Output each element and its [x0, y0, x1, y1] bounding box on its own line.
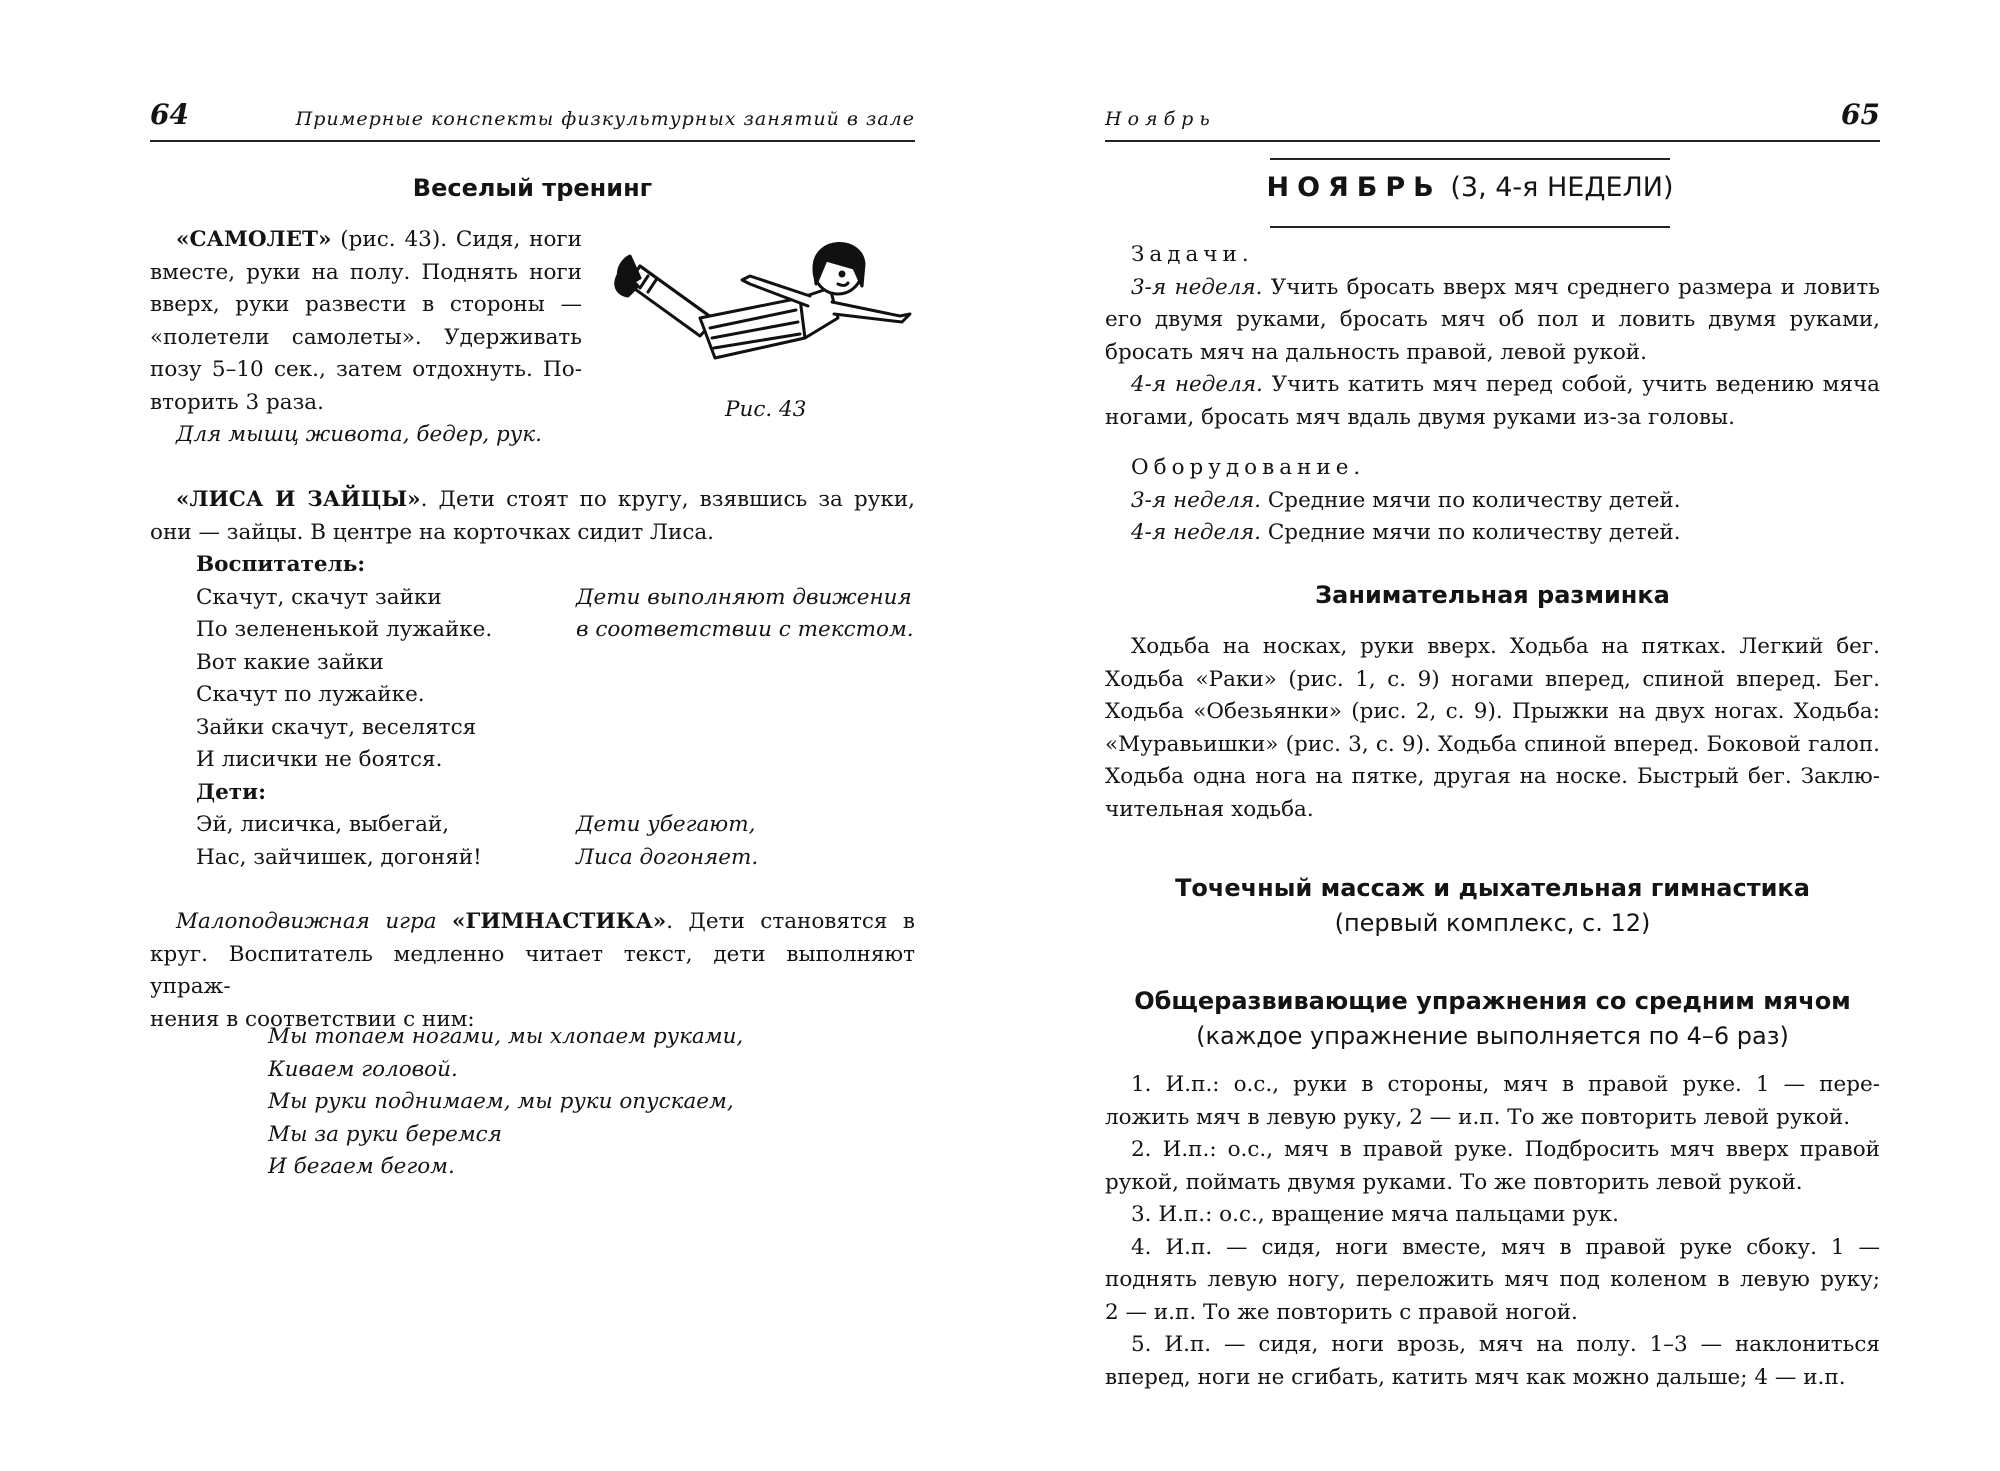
verse-row: Вот какие зайки: [196, 649, 384, 675]
gimnastika-verse: [268, 1021, 908, 1184]
month-name: НОЯБРЬ: [1266, 172, 1442, 203]
verse-line: И бегаем бегом.: [268, 1154, 455, 1179]
equipment-label: Оборудование.: [1131, 455, 1366, 480]
samolet-exercise: [150, 224, 582, 452]
section-title-training: Веселый тренинг: [412, 174, 653, 202]
month-weeks: (3, 4-я НЕДЕЛИ): [1450, 172, 1674, 203]
samolet-line-1: «САМОЛЕТ» (рис. 43). Сидя, ноги: [176, 227, 582, 252]
girl-boat-pose-illustration: [600, 218, 920, 393]
stage-note: Лиса догоняет.: [576, 844, 759, 870]
stage-note: Дети выполняют движения: [576, 584, 912, 610]
exercises-list: [1105, 1069, 1880, 1394]
verse-line: Мы руки поднимаем, мы руки опускаем,: [268, 1089, 734, 1114]
exercise-line: 3. И.п.: о.с., вращение мяча пальцами рук.: [1131, 1202, 1619, 1227]
verse-row: Скачут, скачут зайки Дети выполняют движения: [196, 582, 915, 615]
exercises-subtitle: (каждое упражнение выполняется по 4–6 раз): [1196, 1022, 1789, 1050]
lisa-line-2: они — зайцы. В центре на корточках сидит Лиса.: [150, 519, 715, 545]
left-running-head-text: Примерные конспекты физкультурных занятий в зале: [295, 108, 915, 130]
exercise-line: 5. И.п. — сидя, ноги врозь, мяч на полу. 1–3 — наклониться: [1131, 1332, 1880, 1357]
gimnastika-line-2: круг. Воспитатель медленно читает текст, дети выполняют упраж-: [150, 941, 915, 999]
title-rule-bottom: [1270, 226, 1670, 228]
stage-note: в соответствии с текстом.: [576, 617, 914, 642]
samolet-name: «САМОЛЕТ»: [176, 227, 332, 252]
equipment-week-3: 3-я неделя. Средние мячи по количеству детей.: [1131, 487, 1681, 513]
figure-43: [600, 218, 920, 422]
month-title: [1105, 172, 1835, 203]
warmup-line: Ходьба одна нога на пятке, другая на носке. Быстрый бег. Заклю-: [1105, 764, 1880, 789]
left-running-head: [150, 96, 915, 142]
exercise-line: вперед, ноги не сгибать, катить мяч как можно дальше; 4 — и.п.: [1105, 1364, 1846, 1390]
exercise-line: 2. И.п.: о.с., мяч в правой руке. Подбросить мяч вверх правой: [1131, 1137, 1880, 1162]
warmup-line: Ходьба «Обезьянки» (рис. 2, с. 9). Прыжки на двух ногах. Ходьба:: [1105, 699, 1880, 724]
verse-row: По зелененькой лужайке. в соответствии с текстом.: [196, 614, 915, 647]
children-label: Дети:: [196, 779, 267, 805]
samolet-line-3: вверх, руки развести в стороны —: [150, 292, 582, 317]
tasks-section: [1105, 239, 1880, 434]
warmup-line: Ходьба «Раки» (рис. 1, с. 9) ногами вперед, спиной вперед. Бег.: [1105, 666, 1880, 692]
right-page: [1000, 0, 2000, 1471]
gimnastika-line-3: нения в соответствии с ним:: [150, 1006, 475, 1032]
samolet-purpose: Для мышц живота, бедер, рук.: [176, 422, 542, 447]
lisa-name: «ЛИСА И ЗАЙЦЫ»: [176, 487, 421, 512]
task-week-3-line-3: бросать мяч на дальность правой, левой рукой.: [1105, 339, 1647, 365]
verse-row: Эй, лисичка, выбегай, Дети убегают,: [196, 809, 915, 842]
equipment-week-4: 4-я неделя. Средние мячи по количеству детей.: [1131, 520, 1681, 545]
warmup-line: «Муравьишки» (рис. 3, с. 9). Ходьба спиной вперед. Боковой галоп.: [1105, 731, 1880, 757]
exercise-line: рукой, поймать двумя руками. То же повторить левой рукой.: [1105, 1169, 1803, 1195]
verse-row: Скачут по лужайке.: [196, 682, 425, 707]
task-week-4-line-2: ногами, бросать мяч вдаль двумя руками из-за головы.: [1105, 404, 1735, 430]
samolet-line-2: вместе, руки на полу. Поднять ноги: [150, 259, 582, 285]
massage-subtitle: (первый комплекс, с. 12): [1334, 909, 1651, 937]
massage-title: Точечный массаж и дыхательная гимнастика: [1175, 874, 1810, 902]
exercises-title: Общеразвивающие упражнения со средним мячом: [1134, 987, 1851, 1015]
gimnastika-name: «ГИМНАСТИКА»: [452, 909, 667, 934]
right-running-head-text: Ноябрь: [1105, 108, 1216, 130]
verse-line: Мы топаем ногами, мы хлопаем руками,: [268, 1024, 744, 1049]
lisa-line-1: «ЛИСА И ЗАЙЦЫ». Дети стоят по кругу, взявшись за руки,: [176, 487, 915, 512]
warmup-line: Ходьба на носках, руки вверх. Ходьба на пятках. Легкий бег.: [1131, 634, 1880, 659]
stage-note: Дети убегают,: [576, 812, 756, 837]
samolet-line-5: позу 5–10 сек., затем отдохнуть. По-: [150, 357, 582, 382]
samolet-line-6: вторить 3 раза.: [150, 389, 324, 415]
right-running-head: [1105, 96, 1880, 142]
lisa-i-zaitsy-game: [150, 484, 915, 874]
task-week-3-line-1: 3-я неделя. Учить бросать вверх мяч среднего размера и ловить: [1131, 274, 1880, 300]
samolet-line-4: «полетели самолеты». Удерживать: [150, 324, 582, 350]
exercise-line: 2 — и.п. То же повторить с правой ногой.: [1105, 1299, 1578, 1325]
verse-line: Мы за руки беремся: [268, 1121, 502, 1147]
right-page-number: 65: [1841, 98, 1880, 131]
gimnastika-line-1: Малоподвижная игра «ГИМНАСТИКА». Дети становятся в: [176, 909, 915, 934]
task-week-4-line-1: 4-я неделя. Учить катить мяч перед собой, учить ведению мяча: [1131, 372, 1880, 397]
title-rule-top: [1270, 158, 1670, 160]
verse-line: Киваем головой.: [268, 1056, 458, 1082]
exercise-line: поднять левую ногу, переложить мяч под коленом в левую руку;: [1105, 1267, 1880, 1292]
exercise-line: 4. И.п. — сидя, ноги вместе, мяч в правой руке сбоку. 1 —: [1131, 1234, 1880, 1260]
warmup-text: [1105, 631, 1880, 826]
equipment-section: [1105, 452, 1880, 550]
exercise-line: 1. И.п.: о.с., руки в стороны, мяч в правой руке. 1 — пере-: [1131, 1072, 1880, 1097]
warmup-line: чительная ходьба.: [1105, 796, 1314, 822]
figure-43-caption: Рис. 43: [725, 397, 807, 422]
tasks-label: Задачи.: [1131, 242, 1254, 267]
warmup-title: Занимательная разминка: [1315, 581, 1670, 609]
verse-row: Нас, зайчишек, догоняй! Лиса догоняет.: [196, 842, 915, 875]
teacher-label: Воспитатель:: [196, 552, 366, 577]
gimnastika-game: [150, 906, 915, 1036]
left-page-number: 64: [150, 98, 189, 131]
exercise-line: ложить мяч в левую руку, 2 — и.п. То же повторить левой рукой.: [1105, 1104, 1851, 1130]
task-week-3-line-2: его двумя руками, бросать мяч об пол и ловить двумя руками,: [1105, 307, 1880, 332]
verse-row: Зайки скачут, веселятся: [196, 714, 477, 740]
verse-row: И лисички не боятся.: [196, 747, 443, 772]
